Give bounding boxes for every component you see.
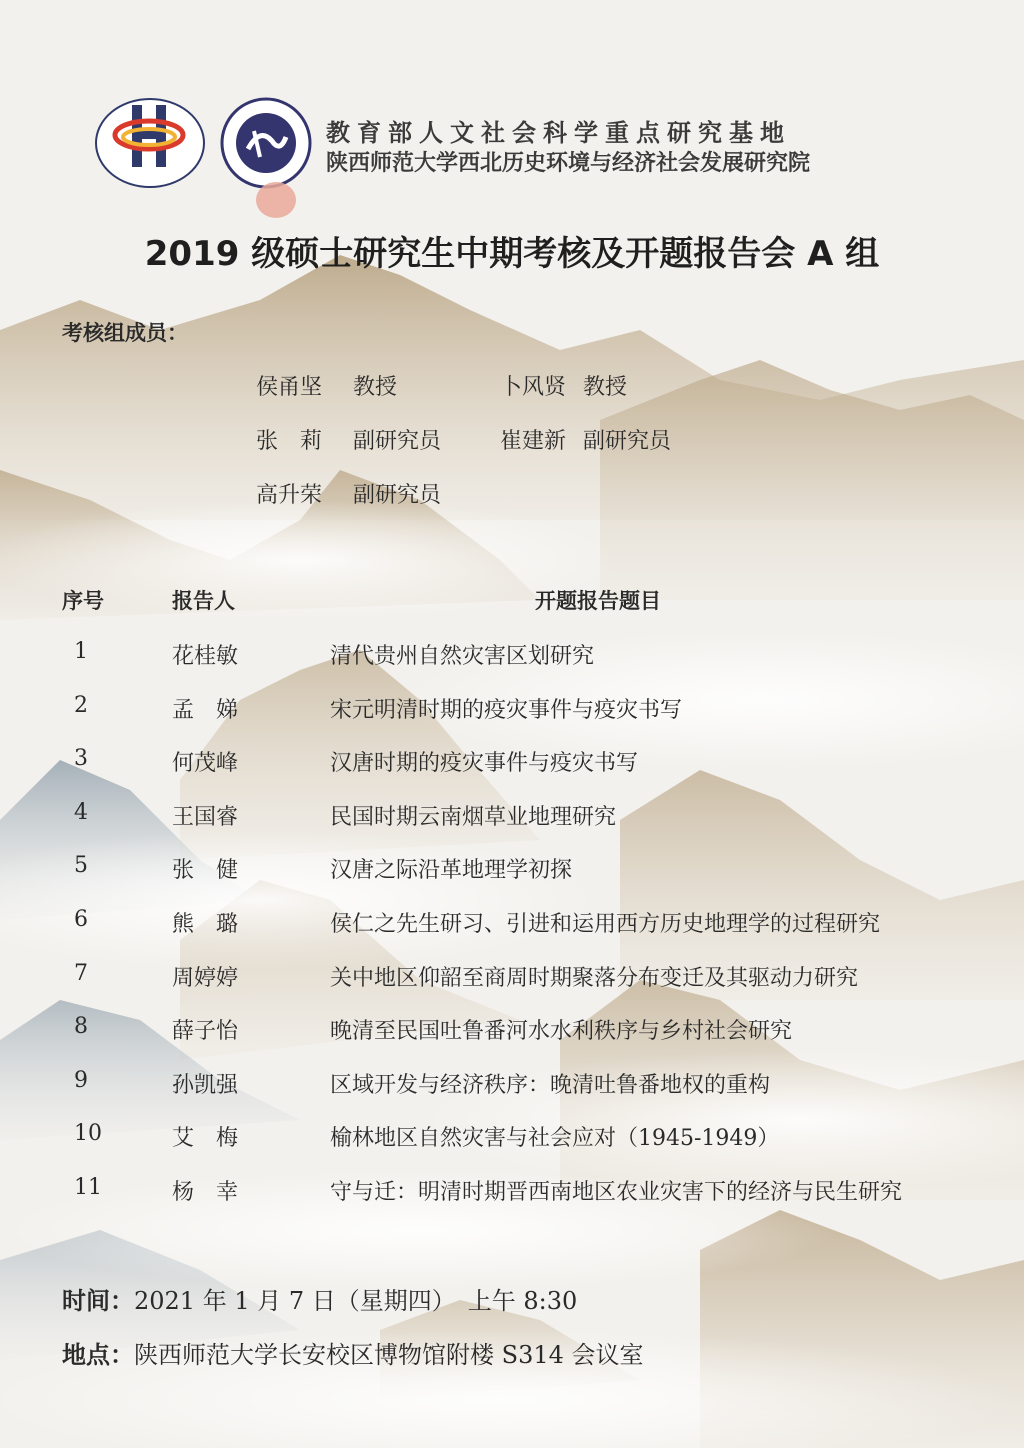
row-topic: 榆林地区自然灾害与社会应对（1945-1949） <box>330 1126 780 1151</box>
red-seal-stamp <box>254 180 298 220</box>
row-number: 10 <box>74 1121 102 1146</box>
row-topic: 民国时期云南烟草业地理研究 <box>330 805 617 830</box>
place-value: 陕西师范大学长安校区博物馆附楼 S314 会议室 <box>134 1341 644 1369</box>
row-number: 11 <box>74 1175 102 1200</box>
row-topic: 汉唐时期的疫灾事件与疫灾书写 <box>330 751 639 776</box>
row-topic: 区域开发与经济秩序：晚清吐鲁番地权的重构 <box>330 1073 771 1098</box>
committee-member-name: 高升荣 <box>256 483 323 508</box>
committee-label: 考核组成员： <box>62 321 188 345</box>
row-reporter: 张 健 <box>172 858 239 883</box>
table-header-no: 序号 <box>62 589 104 613</box>
row-number: 6 <box>74 907 88 932</box>
institute-seal-logo <box>220 97 312 189</box>
header-line-2: 陕西师范大学西北历史环境与经济社会发展研究院 <box>326 151 811 176</box>
row-reporter: 花桂敏 <box>172 644 239 669</box>
row-reporter: 孙凯强 <box>172 1073 239 1098</box>
time-label: 时间： <box>62 1287 134 1315</box>
committee-member-role: 教授 <box>583 375 628 400</box>
committee-member-role: 副研究员 <box>583 429 672 454</box>
row-reporter: 孟 娣 <box>172 698 239 723</box>
committee-member-name: 崔建新 <box>500 429 567 454</box>
row-topic: 清代贵州自然灾害区划研究 <box>330 644 595 669</box>
committee-member-role: 教授 <box>353 375 398 400</box>
committee-member-name: 侯甬坚 <box>256 375 323 400</box>
row-reporter: 何茂峰 <box>172 751 239 776</box>
row-number: 8 <box>74 1014 88 1039</box>
table-header-reporter: 报告人 <box>172 589 235 613</box>
row-reporter: 杨 幸 <box>172 1180 239 1205</box>
event-place <box>62 1335 644 1370</box>
row-topic: 守与迁：明清时期晋西南地区农业灾害下的经济与民生研究 <box>330 1180 903 1205</box>
row-number: 3 <box>74 746 88 771</box>
row-topic: 晚清至民国吐鲁番河水水利秩序与乡村社会研究 <box>330 1019 793 1044</box>
row-reporter: 艾 梅 <box>172 1126 239 1151</box>
row-reporter: 王国睿 <box>172 805 239 830</box>
committee-member-name: 张 莉 <box>256 429 323 454</box>
page-title: 2019 级硕士研究生中期考核及开题报告会 A 组 <box>144 234 880 274</box>
row-reporter: 周婷婷 <box>172 966 239 991</box>
row-number: 9 <box>74 1068 88 1093</box>
row-topic: 侯仁之先生研习、引进和运用西方历史地理学的过程研究 <box>330 912 881 937</box>
research-base-logo <box>94 97 206 189</box>
committee-member-role: 副研究员 <box>353 483 442 508</box>
row-number: 5 <box>74 853 88 878</box>
time-value: 2021 年 1 月 7 日（星期四） 上午 8:30 <box>134 1287 578 1315</box>
row-number: 2 <box>74 693 88 718</box>
place-label: 地点： <box>62 1341 134 1369</box>
committee-member-role: 副研究员 <box>353 429 442 454</box>
committee-member-name: 卜风贤 <box>500 375 567 400</box>
row-topic: 汉唐之际沿革地理学初探 <box>330 858 573 883</box>
row-number: 1 <box>74 639 88 664</box>
row-reporter: 薛子怡 <box>172 1019 239 1044</box>
row-topic: 宋元明清时期的疫灾事件与疫灾书写 <box>330 698 683 723</box>
table-header-topic: 开题报告题目 <box>535 589 661 613</box>
row-number: 7 <box>74 961 88 986</box>
event-time <box>62 1281 577 1316</box>
header-line-1: 教育部人文社会科学重点研究基地 <box>326 119 791 147</box>
row-topic: 关中地区仰韶至商周时期聚落分布变迁及其驱动力研究 <box>330 966 859 991</box>
row-reporter: 熊 璐 <box>172 912 239 937</box>
row-number: 4 <box>74 800 88 825</box>
